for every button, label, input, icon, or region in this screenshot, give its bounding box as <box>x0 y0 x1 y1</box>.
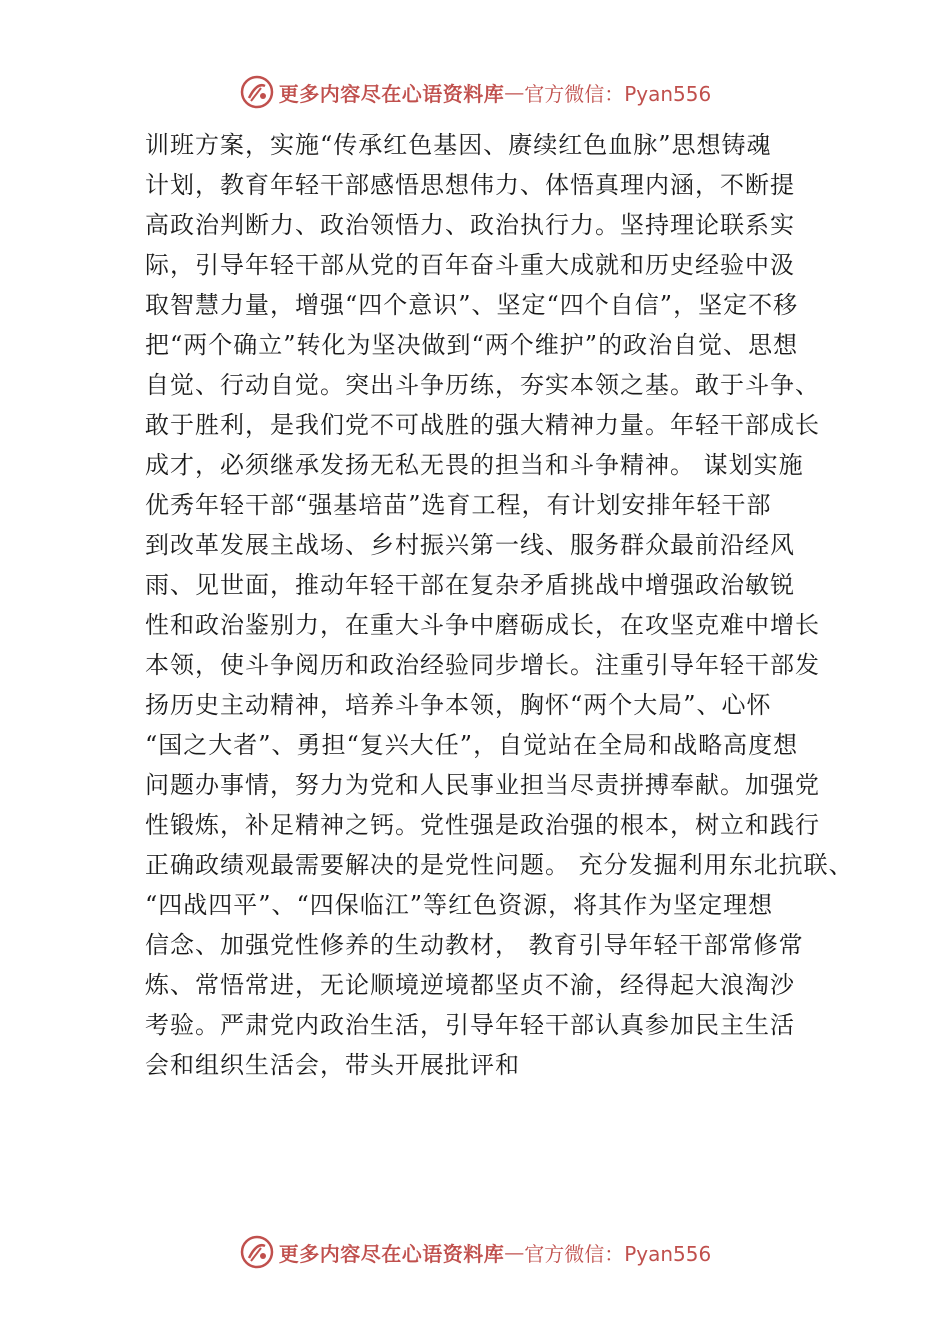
body-line: 把“两个确立”转化为坚决做到“两个维护”的政治自觉、思想 <box>145 331 799 359</box>
body-line: 训班方案，实施“传承红色基因、赓续红色血脉”思想铸魂 <box>145 131 772 159</box>
body-line: 敢于胜利，是我们党不可战胜的强大精神力量。年轻干部成长 <box>145 411 820 439</box>
header-watermark-banner <box>0 70 950 114</box>
body-line: 性和政治鉴别力，在重大斗争中磨砺成长，在攻坚克难中增长 <box>145 611 820 639</box>
footer-banner-separator: — <box>504 1240 525 1264</box>
body-line: 问题办事情，努力为党和人民事业担当尽责拼搏奉献。加强党 <box>145 771 820 799</box>
body-line: 信念、加强党性修养的生动教材， 教育引导年轻干部常修常 <box>145 931 804 959</box>
body-line: 高政治判断力、政治领悟力、政治执行力。坚持理论联系实 <box>145 211 795 239</box>
header-banner-text: 更多内容尽在心语资料库 <box>278 81 505 106</box>
body-line: 到改革发展主战场、乡村振兴第一线、服务群众最前沿经风 <box>145 531 795 559</box>
body-line: 正确政绩观最需要解决的是党性问题。 充分发掘利用东北抗联、 <box>145 851 854 879</box>
footer-banner-text: 更多内容尽在心语资料库 <box>278 1241 505 1266</box>
body-line: “国之大者”、勇担“复兴大任”，自觉站在全局和战略高度想 <box>145 731 799 759</box>
body-line: 考验。严肃党内政治生活，引导年轻干部认真参加民主生活 <box>145 1011 795 1039</box>
body-line: 成才，必须继承发扬无私无畏的担当和斗争精神。 谋划实施 <box>145 451 804 479</box>
body-line: 本领，使斗争阅历和政治经验同步增长。注重引导年轻干部发 <box>145 651 820 679</box>
body-line: 取智慧力量，增强“四个意识”、坚定“四个自信”，坚定不移 <box>145 291 799 319</box>
header-banner-contact: 官方微信：Pyan556 <box>524 81 712 106</box>
body-line: 扬历史主动精神，培养斗争本领，胸怀“两个大局”、心怀 <box>145 691 772 719</box>
body-line: “四战四平”、“四保临江”等红色资源，将其作为坚定理想 <box>145 891 774 919</box>
logo-icon <box>239 1234 275 1270</box>
footer-banner-contact: 官方微信：Pyan556 <box>524 1241 712 1266</box>
body-line: 际，引导年轻干部从党的百年奋斗重大成就和历史经验中汲 <box>145 251 795 279</box>
document-body <box>145 125 854 1085</box>
body-line: 炼、常悟常进，无论顺境逆境都坚贞不渝，经得起大浪淘沙 <box>145 971 795 999</box>
body-line: 会和组织生活会，带头开展批评和 <box>145 1051 520 1079</box>
body-line: 自觉、行动自觉。突出斗争历练，夯实本领之基。敢于斗争、 <box>145 371 820 399</box>
body-line: 雨、见世面，推动年轻干部在复杂矛盾挑战中增强政治敏锐 <box>145 571 795 599</box>
logo-icon <box>239 74 275 110</box>
body-line: 性锻炼，补足精神之钙。党性强是政治强的根本，树立和践行 <box>145 811 820 839</box>
body-line: 优秀年轻干部“强基培苗”选育工程，有计划安排年轻干部 <box>145 491 772 519</box>
footer-watermark-banner <box>0 1230 950 1274</box>
body-line: 计划，教育年轻干部感悟思想伟力、体悟真理内涵，不断提 <box>145 171 795 199</box>
header-banner-separator: — <box>504 80 525 104</box>
